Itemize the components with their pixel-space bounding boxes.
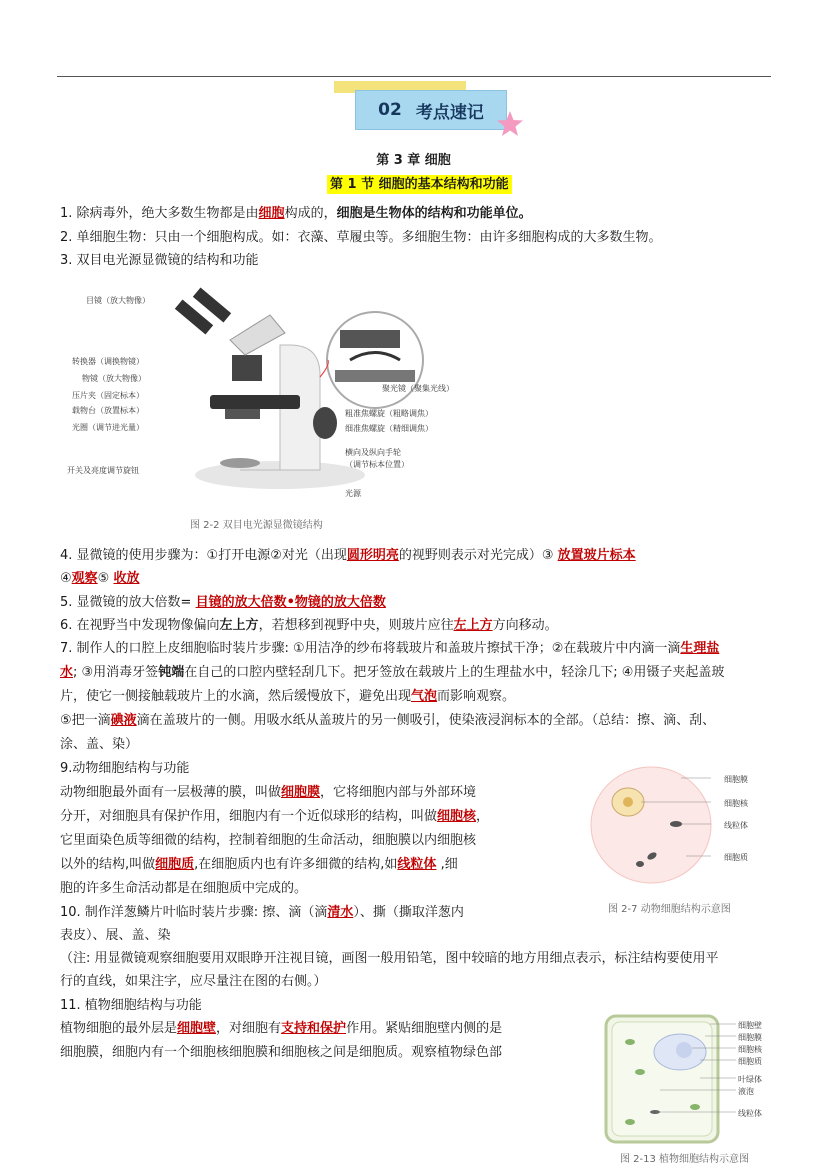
chapter-title: 第 3 章 细胞 [376, 153, 451, 168]
answer-cell: 观察 [71, 571, 98, 586]
label-cytoplasm: 细胞质 [738, 1057, 762, 1066]
item-11-text: 植物细胞的最外层是 [60, 1021, 178, 1036]
item-10-line-2: 表皮）、展、盖、染 [60, 928, 171, 943]
item-10-text-2: ）、撕（撕取洋葱内 [353, 905, 464, 920]
answer-cell: 生理盐 [680, 641, 720, 656]
item-9-text-2: ，它将细胞内部与外部环境 [320, 785, 477, 800]
label-fine-focus: 细准焦螺旋（精细调焦） [345, 424, 433, 433]
item-6-text-2: ，若想移到视野中央，则玻片应往 [258, 618, 454, 633]
item-10-note-1: （注: 用显微镜观察细胞要用双眼睁开注视目镜，画图一般用铅笔，图中较暗的地方用细点表示，标注结构要使用平 [60, 951, 719, 966]
label-cytoplasm: 细胞质 [724, 853, 748, 862]
item-3: 3. 双目电光源显微镜的结构和功能 [60, 253, 259, 268]
section-title: 第 1 节 细胞的基本结构和功能 [327, 175, 512, 194]
label-objective: 物镜（放大物像） [82, 374, 146, 383]
answer-cell: 细胞膜 [281, 785, 321, 800]
item-4-text-4: ⑤ [97, 571, 114, 586]
label-stage-knob-note: （调节标本位置） [345, 460, 409, 469]
label-stage: 载物台（放置标本） [72, 406, 144, 415]
item-10-text: 10. 制作洋葱鳞片叶临时装片步骤: 擦、滴（滴 [60, 905, 328, 920]
item-7-line-3 [60, 685, 810, 708]
item-7-line-1 [60, 637, 810, 660]
key-point: 细胞是生物体的结构和功能单位。 [336, 206, 532, 221]
item-10-line-1 [60, 901, 810, 924]
answer-cell: 线粒体 [397, 857, 437, 872]
item-9-text-5: 以外的结构,叫做 [60, 857, 156, 872]
answer-cell: 细胞核 [437, 809, 477, 824]
item-9-line-5: 胞的许多生命活动都是在细胞质中完成的。 [60, 881, 308, 896]
answer-cell: 气泡 [411, 689, 438, 704]
banner-title: 考点速记 [415, 102, 484, 123]
answer-cell: 圆形明亮 [346, 548, 399, 563]
figure-caption: 图 2-7 动物细胞结构示意图 [608, 904, 731, 915]
item-7-text-6: ⑤把一滴 [60, 713, 111, 728]
item-4-text-3: ④ [60, 571, 72, 586]
item-7-text: 7. 制作人的口腔上皮细胞临时装片步骤: ①用洁净的纱布将载玻片和盖玻片擦拭干净；②在载玻片中内滴一滴 [60, 641, 681, 656]
answer-cell: 细胞 [258, 206, 285, 221]
item-7-text-3: 在自己的口腔内壁轻刮几下。把牙签放在载玻片上的生理盐水中，轻涂几下; ④用镊子夹起盖玻 [184, 665, 725, 680]
label-vacuole: 液泡 [738, 1087, 754, 1096]
answer-cell: 左上方 [453, 618, 493, 633]
item-5 [60, 591, 810, 614]
item-4-text: 4. 显微镜的使用步骤为：①打开电源②对光（出现 [60, 548, 347, 563]
item-4-text-2: 的视野则表示对光完成）③ [398, 548, 558, 563]
star-icon [496, 110, 524, 138]
item-9-text-4: ， [476, 809, 490, 824]
header-rule [57, 76, 771, 77]
answer-cell: 放置玻片标本 [557, 548, 636, 563]
item-7-line-5: 涂、盖、染） [60, 737, 139, 752]
animal-cell-illustration [586, 760, 726, 890]
label-stage-knob: 横向及纵向手轮 [345, 448, 401, 457]
item-7-line-2 [60, 661, 810, 684]
item-2: 2. 单细胞生物：只由一个细胞构成。如：衣藻、草履虫等。多细胞生物：由许多细胞构成的大多数生物。 [60, 230, 662, 245]
answer-cell: 碘液 [110, 713, 137, 728]
answer-cell: 细胞壁 [177, 1021, 217, 1036]
label-cell-membrane: 细胞膜 [724, 775, 748, 784]
label-coarse-focus: 粗准焦螺旋（粗略调焦） [345, 409, 433, 418]
item-7-line-4 [60, 709, 810, 732]
item-9-text-6: ,在细胞质内也有许多细微的结构,如 [194, 857, 398, 872]
label-switch: 开关及亮度调节旋钮 [67, 466, 139, 475]
item-9-title: 9.动物细胞结构与功能 [60, 761, 190, 776]
label-nosepiece: 转换器（调换物镜） [72, 357, 144, 366]
answer-cell: 收放 [113, 571, 140, 586]
label-diaphragm: 光圈（调节进光量） [72, 423, 144, 432]
figure-caption: 图 2-13 植物细胞结构示意图 [620, 1154, 750, 1165]
key-point: 钝端 [158, 665, 185, 680]
item-9-text-7: ,细 [436, 857, 458, 872]
microscope-illustration [170, 285, 590, 505]
item-4 [60, 544, 810, 567]
item-7-text-4: 片，使它一侧接触载玻片上的水滴，然后缓慢放下，避免出现 [60, 689, 412, 704]
item-7-text-7: 滴在盖玻片的一侧。用吸水纸从盖玻片的另一侧吸引，使染液浸润标本的全部。（总结：擦、滴、刮、 [136, 713, 716, 728]
label-light-source: 光源 [345, 489, 361, 498]
item-9-text-3: 分开，对细胞具有保护作用，细胞内有一个近似球形的结构，叫做 [60, 809, 438, 824]
item-6-text-3: 方向移动。 [492, 618, 558, 633]
item-4-cont [60, 567, 810, 590]
item-1-text: 1. 除病毒外，绝大多数生物都是由 [60, 206, 259, 221]
item-11-text-3: 作用。紧贴细胞壁内侧的是 [346, 1021, 503, 1036]
answer-cell: 目镜的放大倍数•物镜的放大倍数 [195, 595, 386, 610]
item-11-text-2: ，对细胞有 [216, 1021, 282, 1036]
plant-cell-illustration [600, 1012, 760, 1147]
label-nucleus: 细胞核 [738, 1045, 762, 1054]
item-7-text-5: 而影响观察。 [437, 689, 516, 704]
section-banner [355, 90, 507, 130]
item-10-note-2: 行的直线，如果注字，应尽量注在图的右侧。） [60, 974, 327, 989]
figure-caption: 图 2-2 双目电光源显微镜结构 [190, 520, 323, 531]
item-6 [60, 614, 810, 637]
item-9-text: 动物细胞最外面有一层极薄的膜，叫做 [60, 785, 282, 800]
label-mitochondria: 线粒体 [724, 821, 748, 830]
label-stage-clip: 压片夹（固定标本） [72, 391, 144, 400]
answer-cell: 细胞质 [155, 857, 195, 872]
item-11-line-2: 细胞膜，细胞内有一个细胞核细胞膜和细胞核之间是细胞质。观察植物绿色部 [60, 1045, 503, 1060]
item-7-text-2: ; ③用消毒牙签 [73, 665, 159, 680]
label-nucleus: 细胞核 [724, 799, 748, 808]
label-condenser: 聚光镜（聚集光线） [382, 384, 454, 393]
item-1-text-2: 构成的， [284, 206, 337, 221]
item-11-title: 11. 植物细胞结构与功能 [60, 998, 202, 1013]
banner-number: 02 [378, 100, 402, 120]
item-6-text: 6. 在视野当中发现物像偏向 [60, 618, 220, 633]
key-point: 左上方 [219, 618, 259, 633]
label-chloroplast: 叶绿体 [738, 1075, 762, 1084]
label-cell-membrane: 细胞膜 [738, 1033, 762, 1042]
answer-cell: 清水 [327, 905, 354, 920]
label-mitochondria: 线粒体 [738, 1109, 762, 1118]
label-cell-wall: 细胞壁 [738, 1021, 762, 1030]
item-1 [60, 202, 810, 225]
label-eyepiece: 目镜（放大物像） [86, 296, 150, 305]
answer-cell: 水 [60, 665, 74, 680]
item-5-text: 5. 显微镜的放大倍数= [60, 595, 196, 610]
item-9-line-3: 它里面染色质等细微的结构，控制着细胞的生命活动，细胞膜以内细胞核 [60, 833, 477, 848]
answer-cell: 支持和保护 [281, 1021, 347, 1036]
